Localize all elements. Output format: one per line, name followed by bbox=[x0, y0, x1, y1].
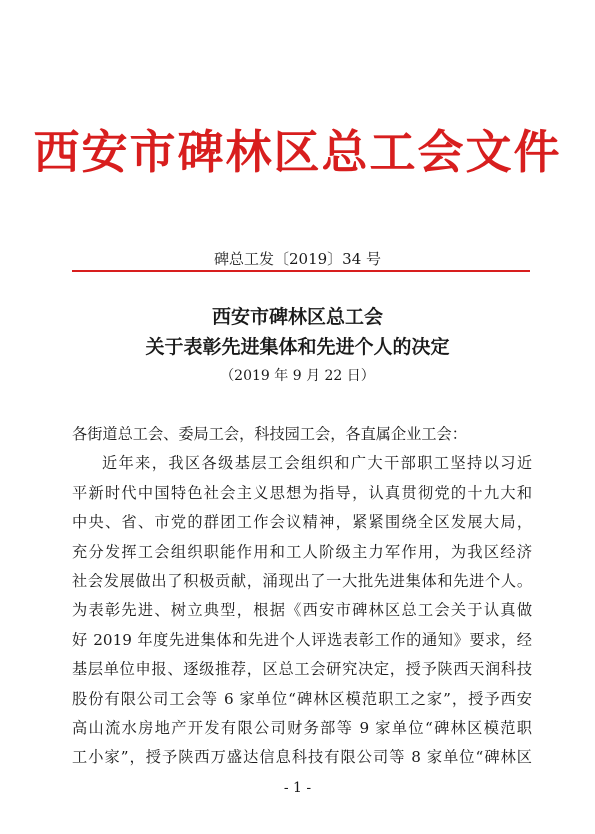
body-line: 中央、省、市党的群团工作会议精神，紧紧围绕全区发展大局， bbox=[72, 513, 532, 532]
salutation: 各街道总工会、委局工会，科技园工会，各直属企业工会： bbox=[72, 425, 467, 443]
title-line-1: 西安市碑林区总工会 bbox=[211, 306, 383, 328]
body-text bbox=[72, 420, 532, 773]
body-line: 充分发挥工会组织职能作用和工人阶级主力军作用，为我区经济 bbox=[72, 542, 532, 561]
body-line: 工小家”，授予陕西万盛达信息科技有限公司等 8 家单位“碑林区 bbox=[72, 748, 532, 767]
body-line: 好 2019 年度先进集体和先进个人评选表彰工作的通知》要求，经 bbox=[72, 630, 532, 649]
document-date: （2019 年 9 月 22 日） bbox=[220, 368, 375, 384]
body-line: 基层单位申报、逐级推荐，区总工会研究决定，授予陕西天润科技 bbox=[72, 660, 532, 679]
body-line: 股份有限公司工会等 6 家单位“碑林区模范职工之家”，授予西安 bbox=[72, 689, 532, 708]
body-line: 为表彰先进、树立典型，根据《西安市碑林区总工会关于认真做 bbox=[72, 601, 532, 620]
red-divider-line bbox=[72, 270, 530, 272]
body-line: 近年来，我区各级基层工会组织和广大干部职工坚持以习近 bbox=[102, 454, 532, 473]
page-number: - 1 - bbox=[283, 780, 312, 796]
document-masthead: 西安市碑林区总工会文件 bbox=[33, 125, 562, 179]
document-number: 碑总工发〔2019〕34 号 bbox=[213, 250, 382, 268]
body-line: 平新时代中国特色社会主义思想为指导，认真贯彻党的十九大和 bbox=[72, 483, 532, 502]
body-line: 高山流水房地产开发有限公司财务部等 9 家单位“碑林区模范职 bbox=[72, 718, 532, 737]
body-line: 社会发展做出了积极贡献，涌现出了一大批先进集体和先进个人。 bbox=[72, 571, 532, 590]
title-line-2: 关于表彰先进集体和先进个人的决定 bbox=[145, 336, 450, 358]
